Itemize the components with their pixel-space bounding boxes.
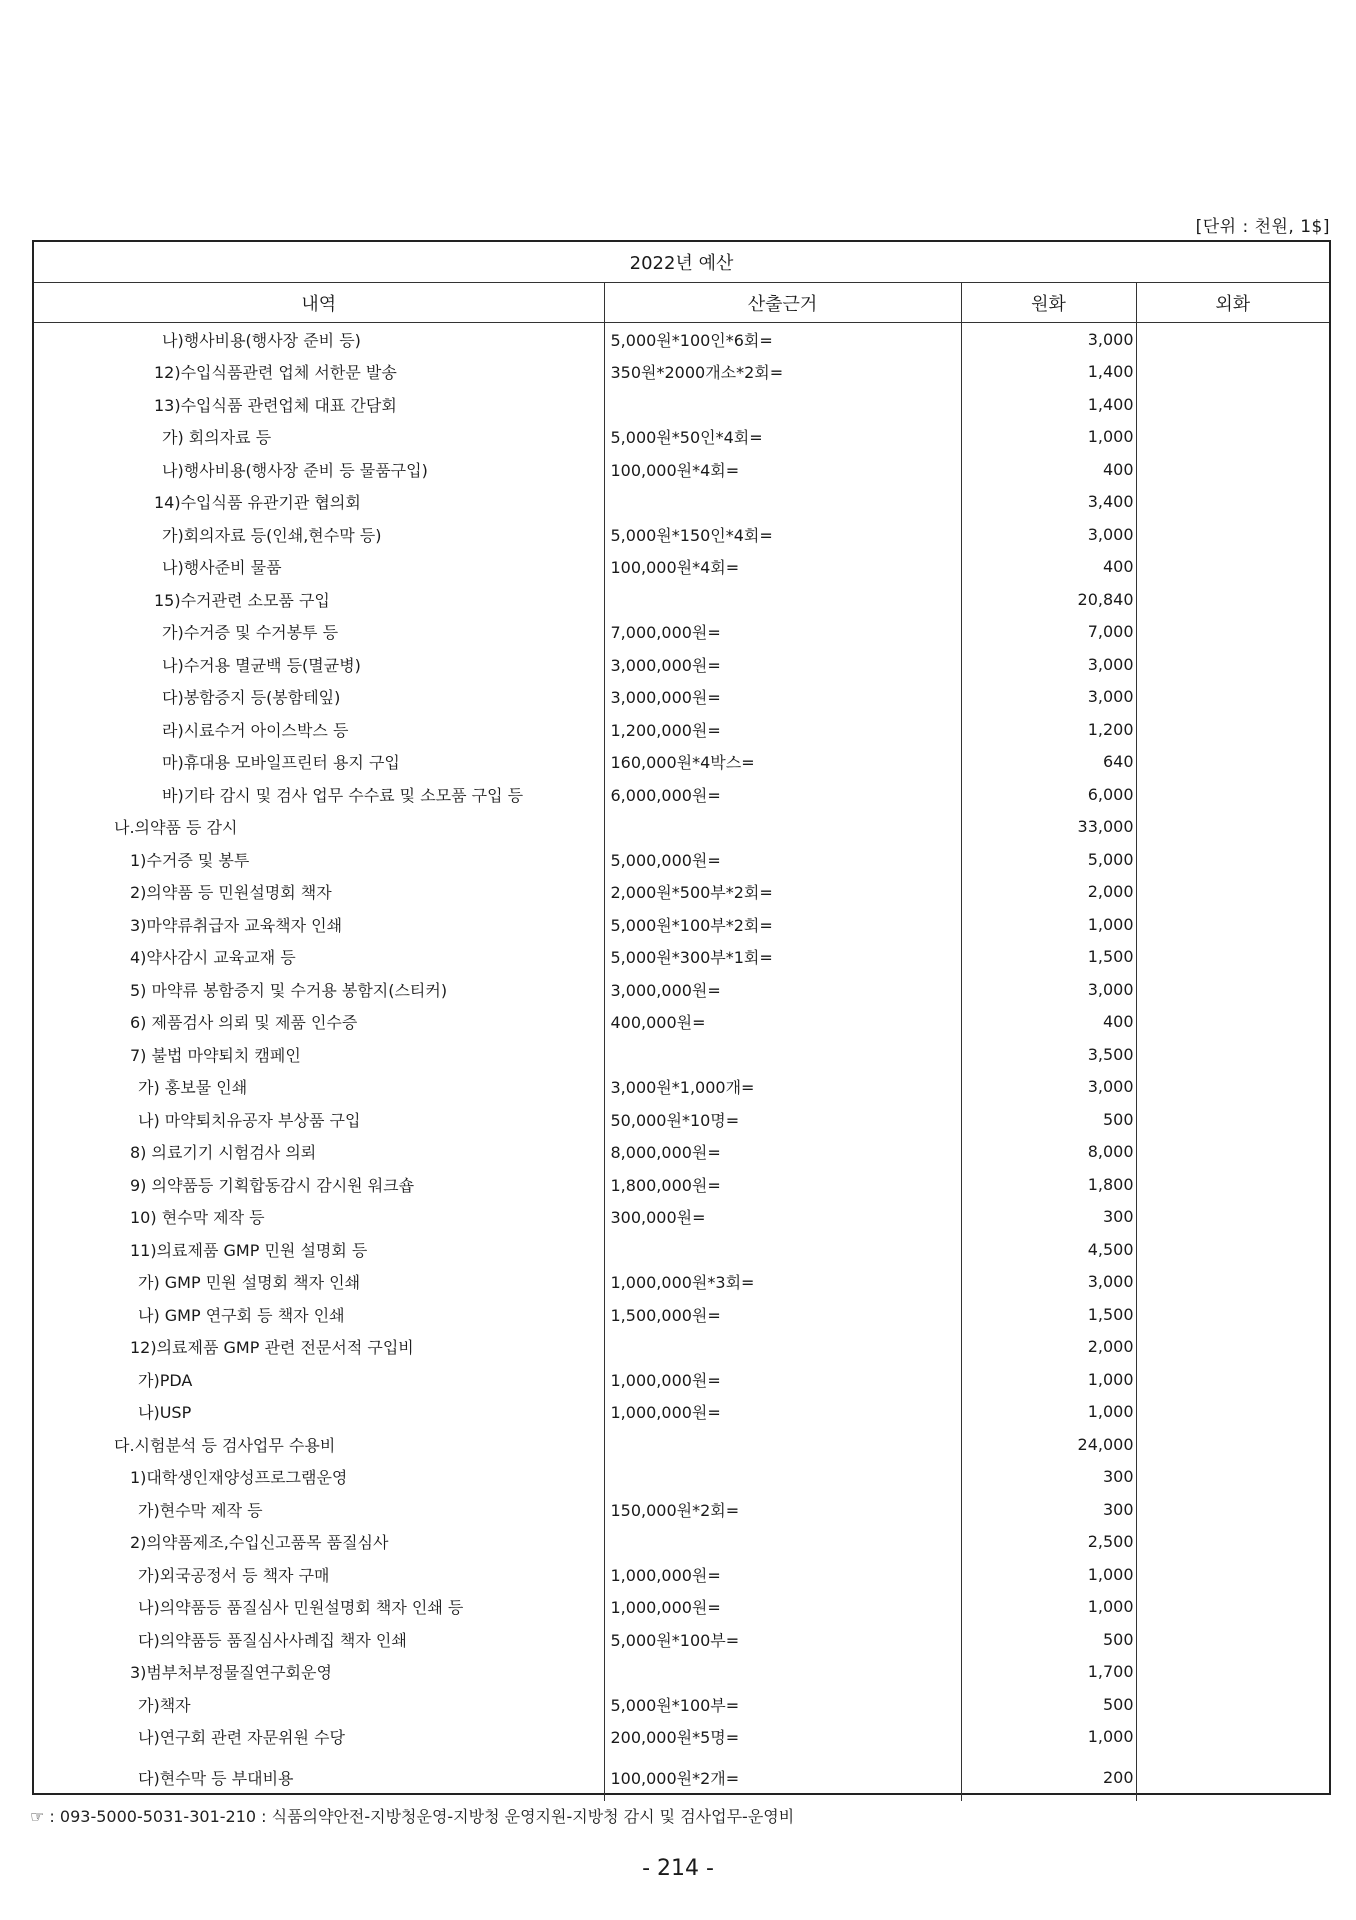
won-cell: 20,840 [961, 583, 1136, 616]
foreign-cell [1136, 421, 1329, 454]
table-row [34, 356, 1329, 389]
won-cell: 1,800 [961, 1168, 1136, 1201]
basis-cell: 350원*2000개소*2회= [604, 356, 961, 389]
table-row [34, 1623, 1329, 1656]
budget-table-frame [32, 240, 1331, 1795]
table-row [34, 1428, 1329, 1461]
won-cell: 1,000 [961, 1591, 1136, 1624]
basis-cell: 5,000원*100인*6회= [604, 323, 961, 356]
item-cell: 2)의약품제조,수입신고품목 품질심사 [130, 1533, 389, 1553]
won-cell: 33,000 [961, 811, 1136, 844]
won-cell: 8,000 [961, 1136, 1136, 1169]
foreign-cell [1136, 453, 1329, 486]
won-cell: 400 [961, 1006, 1136, 1039]
foreign-cell [1136, 1233, 1329, 1266]
item-cell: 10) 현수막 제작 등 [130, 1208, 265, 1228]
won-cell: 1,000 [961, 1558, 1136, 1591]
won-cell: 5,000 [961, 843, 1136, 876]
basis-cell [604, 1428, 961, 1461]
item-cell: 가)수거증 및 수거봉투 등 [162, 623, 339, 643]
won-cell: 3,000 [961, 518, 1136, 551]
table-row [34, 941, 1329, 974]
item-cell: 다)현수막 등 부대비용 [138, 1768, 294, 1788]
won-cell: 200 [961, 1753, 1136, 1801]
item-cell: 8) 의료기기 시험검사 의뢰 [130, 1143, 317, 1163]
foreign-cell [1136, 1493, 1329, 1526]
basis-cell: 400,000원= [604, 1006, 961, 1039]
table-row [34, 1071, 1329, 1104]
item-cell: 14)수입식품 유관기관 협의회 [154, 493, 361, 513]
table-row [34, 388, 1329, 421]
won-cell: 3,000 [961, 1071, 1136, 1104]
won-cell: 300 [961, 1493, 1136, 1526]
table-row [34, 1233, 1329, 1266]
basis-cell: 1,000,000원*3회= [604, 1266, 961, 1299]
foreign-cell [1136, 1006, 1329, 1039]
foreign-cell [1136, 1526, 1329, 1559]
table-row [34, 453, 1329, 486]
table-row [34, 1331, 1329, 1364]
won-cell: 640 [961, 746, 1136, 779]
won-cell: 2,000 [961, 876, 1136, 909]
table-row [34, 1493, 1329, 1526]
page-number: - 214 - [642, 1856, 714, 1881]
item-cell: 다.시험분석 등 검사업무 수용비 [114, 1435, 336, 1455]
item-cell: 가) GMP 민원 설명회 책자 인쇄 [138, 1273, 361, 1293]
item-cell: 나)행사준비 물품 [162, 558, 282, 578]
foreign-cell [1136, 1461, 1329, 1494]
table-row [34, 1006, 1329, 1039]
item-cell: 마)휴대용 모바일프린터 용지 구입 [162, 753, 400, 773]
basis-cell: 5,000원*100부= [604, 1688, 961, 1721]
basis-cell [604, 583, 961, 616]
item-cell: 가)외국공정서 등 책자 구매 [138, 1565, 330, 1585]
won-cell: 1,000 [961, 1363, 1136, 1396]
item-cell: 가)회의자료 등(인쇄,현수막 등) [162, 525, 382, 545]
item-cell: 나)의약품등 품질심사 민원설명회 책자 인쇄 등 [138, 1598, 464, 1618]
won-cell: 6,000 [961, 778, 1136, 811]
foreign-cell [1136, 1331, 1329, 1364]
basis-cell [604, 1233, 961, 1266]
foreign-cell [1136, 1103, 1329, 1136]
won-cell: 3,000 [961, 648, 1136, 681]
table-row [34, 908, 1329, 941]
won-cell: 2,500 [961, 1526, 1136, 1559]
year-header: 2022년 예산 [34, 242, 1329, 283]
table-row [34, 1038, 1329, 1071]
won-cell: 1,500 [961, 941, 1136, 974]
table-row [34, 616, 1329, 649]
foreign-cell [1136, 1071, 1329, 1104]
won-cell: 1,000 [961, 908, 1136, 941]
table-row [34, 421, 1329, 454]
foreign-cell [1136, 1623, 1329, 1656]
item-cell: 가)PDA [138, 1370, 193, 1390]
item-cell: 나)수거용 멸균백 등(멸균병) [162, 655, 361, 675]
basis-cell: 5,000원*300부*1회= [604, 941, 961, 974]
basis-cell: 6,000,000원= [604, 778, 961, 811]
item-cell: 바)기타 감시 및 검사 업무 수수료 및 소모품 구입 등 [162, 785, 524, 805]
basis-cell [604, 1331, 961, 1364]
table-row [34, 648, 1329, 681]
foreign-cell [1136, 551, 1329, 584]
basis-cell: 1,000,000원= [604, 1558, 961, 1591]
foreign-cell [1136, 1201, 1329, 1234]
foreign-cell [1136, 1428, 1329, 1461]
item-cell: 가) 회의자료 등 [162, 428, 272, 448]
table-row [34, 323, 1329, 356]
basis-cell: 5,000원*100부*2회= [604, 908, 961, 941]
table-row [34, 1201, 1329, 1234]
foreign-cell [1136, 973, 1329, 1006]
table-row [34, 713, 1329, 746]
won-cell: 500 [961, 1623, 1136, 1656]
table-row [34, 1298, 1329, 1331]
basis-cell: 100,000원*4회= [604, 453, 961, 486]
item-cell: 2)의약품 등 민원설명회 책자 [130, 883, 332, 903]
basis-cell: 160,000원*4박스= [604, 746, 961, 779]
won-cell: 24,000 [961, 1428, 1136, 1461]
foreign-cell [1136, 908, 1329, 941]
table-row [34, 1558, 1329, 1591]
table-row [34, 778, 1329, 811]
basis-cell: 200,000원*5명= [604, 1721, 961, 1754]
item-cell: 가)책자 [138, 1695, 191, 1715]
basis-cell: 100,000원*4회= [604, 551, 961, 584]
table-row [34, 973, 1329, 1006]
won-cell: 500 [961, 1103, 1136, 1136]
foreign-cell [1136, 1656, 1329, 1689]
foreign-cell [1136, 323, 1329, 356]
basis-cell: 8,000,000원= [604, 1136, 961, 1169]
foreign-cell [1136, 356, 1329, 389]
basis-cell: 1,000,000원= [604, 1363, 961, 1396]
column-header-basis: 산출근거 [604, 283, 961, 323]
table-row [34, 1591, 1329, 1624]
basis-cell: 5,000원*50인*4회= [604, 421, 961, 454]
table-row [34, 681, 1329, 714]
basis-cell: 2,000원*500부*2회= [604, 876, 961, 909]
foreign-cell [1136, 648, 1329, 681]
table-row [34, 1396, 1329, 1429]
table-row [34, 1363, 1329, 1396]
foreign-cell [1136, 1591, 1329, 1624]
item-cell: 12)의료제품 GMP 관련 전문서적 구입비 [130, 1338, 414, 1358]
item-cell: 라)시료수거 아이스박스 등 [162, 720, 349, 740]
basis-cell: 7,000,000원= [604, 616, 961, 649]
foreign-cell [1136, 811, 1329, 844]
foreign-cell [1136, 746, 1329, 779]
item-cell: 4)약사감시 교육교재 등 [130, 948, 296, 968]
table-row [34, 583, 1329, 616]
table-row [34, 1721, 1329, 1754]
won-cell: 1,000 [961, 421, 1136, 454]
foreign-cell [1136, 681, 1329, 714]
table-row [34, 1266, 1329, 1299]
item-cell: 9) 의약품등 기획합동감시 감시원 워크숍 [130, 1175, 415, 1195]
basis-cell: 100,000원*2개= [604, 1753, 961, 1801]
foreign-cell [1136, 941, 1329, 974]
foreign-cell [1136, 876, 1329, 909]
won-cell: 300 [961, 1201, 1136, 1234]
column-header-row [34, 283, 1329, 323]
basis-cell: 5,000,000원= [604, 843, 961, 876]
budget-code-footnote: ☞ : 093-5000-5031-301-210 : 식품의약안전-지방청운영-지방청 운영지원-지방청 감시 및 검사업무-운영비 [30, 1807, 795, 1826]
won-cell: 4,500 [961, 1233, 1136, 1266]
foreign-cell [1136, 1753, 1329, 1801]
foreign-cell [1136, 713, 1329, 746]
won-cell: 3,400 [961, 486, 1136, 519]
foreign-cell [1136, 486, 1329, 519]
item-cell: 가) 홍보물 인쇄 [138, 1078, 248, 1098]
table-row [34, 746, 1329, 779]
column-header-item: 내역 [34, 283, 604, 323]
table-row [34, 876, 1329, 909]
table-row [34, 518, 1329, 551]
table-row [34, 811, 1329, 844]
item-cell: 나) 마약퇴치유공자 부상품 구입 [138, 1110, 361, 1130]
basis-cell: 1,500,000원= [604, 1298, 961, 1331]
table-row [34, 843, 1329, 876]
foreign-cell [1136, 1396, 1329, 1429]
basis-cell [604, 1526, 961, 1559]
item-cell: 나) GMP 연구회 등 책자 인쇄 [138, 1305, 345, 1325]
foreign-cell [1136, 616, 1329, 649]
foreign-cell [1136, 1038, 1329, 1071]
column-header-foreign: 외화 [1136, 283, 1329, 323]
item-cell: 가)현수막 제작 등 [138, 1500, 263, 1520]
item-cell: 나)행사비용(행사장 준비 등) [162, 330, 361, 350]
table-row [34, 1461, 1329, 1494]
item-cell: 12)수입식품관련 업체 서한문 발송 [154, 363, 397, 383]
basis-cell: 3,000원*1,000개= [604, 1071, 961, 1104]
basis-cell: 5,000원*100부= [604, 1623, 961, 1656]
basis-cell [604, 811, 961, 844]
item-cell: 나)행사비용(행사장 준비 등 물품구입) [162, 460, 428, 480]
won-cell: 1,500 [961, 1298, 1136, 1331]
item-cell: 다)봉함증지 등(봉함테잎) [162, 688, 341, 708]
won-cell: 500 [961, 1688, 1136, 1721]
won-cell: 7,000 [961, 616, 1136, 649]
item-cell: 1)대학생인재양성프로그램운영 [130, 1468, 348, 1488]
item-cell: 나)USP [138, 1403, 192, 1423]
basis-cell [604, 388, 961, 421]
won-cell: 400 [961, 551, 1136, 584]
item-cell: 3)마약류취급자 교육책자 인쇄 [130, 915, 343, 935]
won-cell: 1,000 [961, 1396, 1136, 1429]
item-cell: 6) 제품검사 의뢰 및 제품 인수증 [130, 1013, 358, 1033]
foreign-cell [1136, 1298, 1329, 1331]
won-cell: 300 [961, 1461, 1136, 1494]
item-cell: 13)수입식품 관련업체 대표 간담회 [154, 395, 397, 415]
item-cell: 나)연구회 관련 자문위원 수당 [138, 1728, 345, 1748]
won-cell: 3,000 [961, 973, 1136, 1006]
item-cell: 다)의약품등 품질심사사례집 책자 인쇄 [138, 1630, 407, 1650]
basis-cell: 50,000원*10명= [604, 1103, 961, 1136]
table-row [34, 1103, 1329, 1136]
basis-cell: 150,000원*2회= [604, 1493, 961, 1526]
foreign-cell [1136, 583, 1329, 616]
basis-cell [604, 486, 961, 519]
table-row [34, 1526, 1329, 1559]
table-row [34, 1168, 1329, 1201]
item-cell: 15)수거관련 소모품 구입 [154, 590, 330, 610]
won-cell: 3,000 [961, 1266, 1136, 1299]
item-cell: 나.의약품 등 감시 [114, 818, 238, 838]
item-cell: 7) 불법 마약퇴치 캠페인 [130, 1045, 301, 1065]
table-row [34, 1136, 1329, 1169]
won-cell: 1,400 [961, 388, 1136, 421]
basis-cell: 1,000,000원= [604, 1591, 961, 1624]
item-cell: 5) 마약류 봉함증지 및 수거용 봉함지(스티커) [130, 980, 448, 1000]
item-cell: 11)의료제품 GMP 민원 설명회 등 [130, 1240, 368, 1260]
foreign-cell [1136, 388, 1329, 421]
table-row [34, 551, 1329, 584]
basis-cell [604, 1038, 961, 1071]
basis-cell [604, 1461, 961, 1494]
basis-cell: 3,000,000원= [604, 648, 961, 681]
item-cell: 1)수거증 및 봉투 [130, 850, 250, 870]
table-row [34, 1753, 1329, 1801]
column-header-won: 원화 [961, 283, 1136, 323]
foreign-cell [1136, 1721, 1329, 1754]
basis-cell [604, 1656, 961, 1689]
basis-cell: 3,000,000원= [604, 681, 961, 714]
foreign-cell [1136, 1688, 1329, 1721]
foreign-cell [1136, 778, 1329, 811]
won-cell: 400 [961, 453, 1136, 486]
basis-cell: 1,000,000원= [604, 1396, 961, 1429]
table-body [34, 323, 1329, 1802]
foreign-cell [1136, 1266, 1329, 1299]
basis-cell: 300,000원= [604, 1201, 961, 1234]
won-cell: 1,000 [961, 1721, 1136, 1754]
won-cell: 1,700 [961, 1656, 1136, 1689]
won-cell: 3,000 [961, 681, 1136, 714]
foreign-cell [1136, 843, 1329, 876]
won-cell: 1,200 [961, 713, 1136, 746]
item-cell: 3)범부처부정물질연구회운영 [130, 1663, 332, 1683]
basis-cell: 1,800,000원= [604, 1168, 961, 1201]
budget-table [34, 242, 1329, 1801]
foreign-cell [1136, 1168, 1329, 1201]
foreign-cell [1136, 518, 1329, 551]
basis-cell: 5,000원*150인*4회= [604, 518, 961, 551]
won-cell: 3,500 [961, 1038, 1136, 1071]
table-row [34, 1656, 1329, 1689]
table-row [34, 486, 1329, 519]
table-row [34, 1688, 1329, 1721]
foreign-cell [1136, 1558, 1329, 1591]
won-cell: 2,000 [961, 1331, 1136, 1364]
foreign-cell [1136, 1363, 1329, 1396]
foreign-cell [1136, 1136, 1329, 1169]
unit-label: [단위 : 천원, 1$] [1195, 217, 1330, 237]
won-cell: 3,000 [961, 323, 1136, 356]
basis-cell: 1,200,000원= [604, 713, 961, 746]
won-cell: 1,400 [961, 356, 1136, 389]
basis-cell: 3,000,000원= [604, 973, 961, 1006]
